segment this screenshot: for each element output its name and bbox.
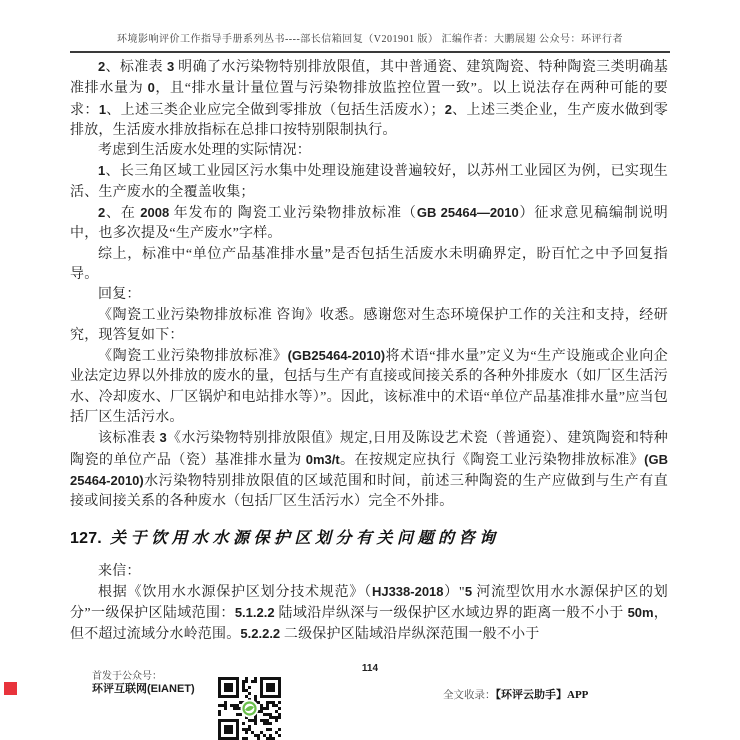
paragraph: 来信： <box>98 563 141 579</box>
footer-collection-app: 【环评云助手】APP <box>495 689 589 701</box>
paragraph: 根据《饮用水水源保护区划分技术规范》（HJ338-2018）"5 河流型饮用水水源保护区的划分”一级保护区陆域范围：5.1.2.2 陆域沿岸纵深与一级保护区水域边界的距离一般不小于 50m，但不超过流域分水岭范围。5.2.2.2 二级保护区陆域沿岸纵深范围一般不小于 <box>70 583 668 643</box>
red-marker <box>4 682 17 695</box>
paragraph: 回复： <box>98 287 141 303</box>
paragraph: 2、在 2008 年发布的 陶瓷工业污染物排放标准（GB 25464—2010）征求意见稿编制说明中，也多次提及“生产废水”字样。 <box>70 205 669 242</box>
qr-code-icon <box>218 677 281 740</box>
paragraph: 综上，标准中“单位产品基准排水量”是否包括生活废水未明确界定，盼百忙之中予回复指导。 <box>70 246 668 282</box>
section-heading <box>70 527 668 552</box>
footer-collection-prefix: 全文收录： <box>443 690 496 701</box>
paragraph: 《陶瓷工业污染物排放标准》(GB25464-2010)将术语“排水量”定义为“生产设施或企业向企业法定边界以外排放的废水的量，包括与生产有直接或间接关系的各种外排废水（如厂区生活污水、冷却废水、厂区锅炉和电站排水等）”。因此，该标准中的术语“单位产品基准排水量”应当包括厂区生活污水。 <box>70 348 669 426</box>
footer-collection <box>443 686 588 702</box>
page-header: 环境影响评价工作指导手册系列丛书----部长信箱回复（V201901 版） 汇编作者：大鹏展翅 公众号：环评行者 <box>70 30 670 53</box>
footer-publisher-line1: 首发于公众号： <box>92 671 162 682</box>
body-paragraphs <box>70 57 668 646</box>
paragraph: 《陶瓷工业污染物排放标准 咨询》收悉。感谢您对生态环境保护工作的关注和支持，经研究，现答复如下： <box>70 307 668 343</box>
paragraph: 该标准表 3《水污染物特别排放限值》规定,日用及陈设艺术瓷（普通瓷）、建筑陶瓷和特种陶瓷的单位产品（瓷）基准排水量为 0m3/t。在按规定应执行《陶瓷工业污染物排放标准》(GB 25464-2010)水污染物特别排放限值的区域范围和时间，前述三种陶瓷的生产应做到与生产有直接或间接关系的各种废水（包括厂区生活污水）完全不外排。 <box>70 430 668 510</box>
section-number: 127. <box>70 529 102 547</box>
paragraph: 2、标准表 3 明确了水污染物特别排放限值，其中普通瓷、建筑陶瓷、特种陶瓷三类明确基准排水量为 0，且“排水量计量位置与污染物排放监控位置一致”。以上说法存在两种可能的要求：1、上述三类企业应完全做到零排放（包括生活废水）；2、上述三类企业，生产废水做到零排放，生活废水排放指标在总排口按特别限制执行。 <box>70 59 668 138</box>
paragraph: 1、长三角区域工业园区污水集中处理设施建设普遍较好，以苏州工业园区为例，已实现生活、生产废水的全覆盖收集； <box>70 163 668 200</box>
footer-publisher <box>92 670 195 696</box>
page-number: 114 <box>361 663 379 674</box>
section-title: 关于饮用水水源保护区划分有关问题的咨询 <box>109 529 500 547</box>
footer-publisher-line2: 环评互联网(EIANET) <box>92 683 195 695</box>
paragraph: 考虑到生活废水处理的实际情况： <box>98 143 311 159</box>
